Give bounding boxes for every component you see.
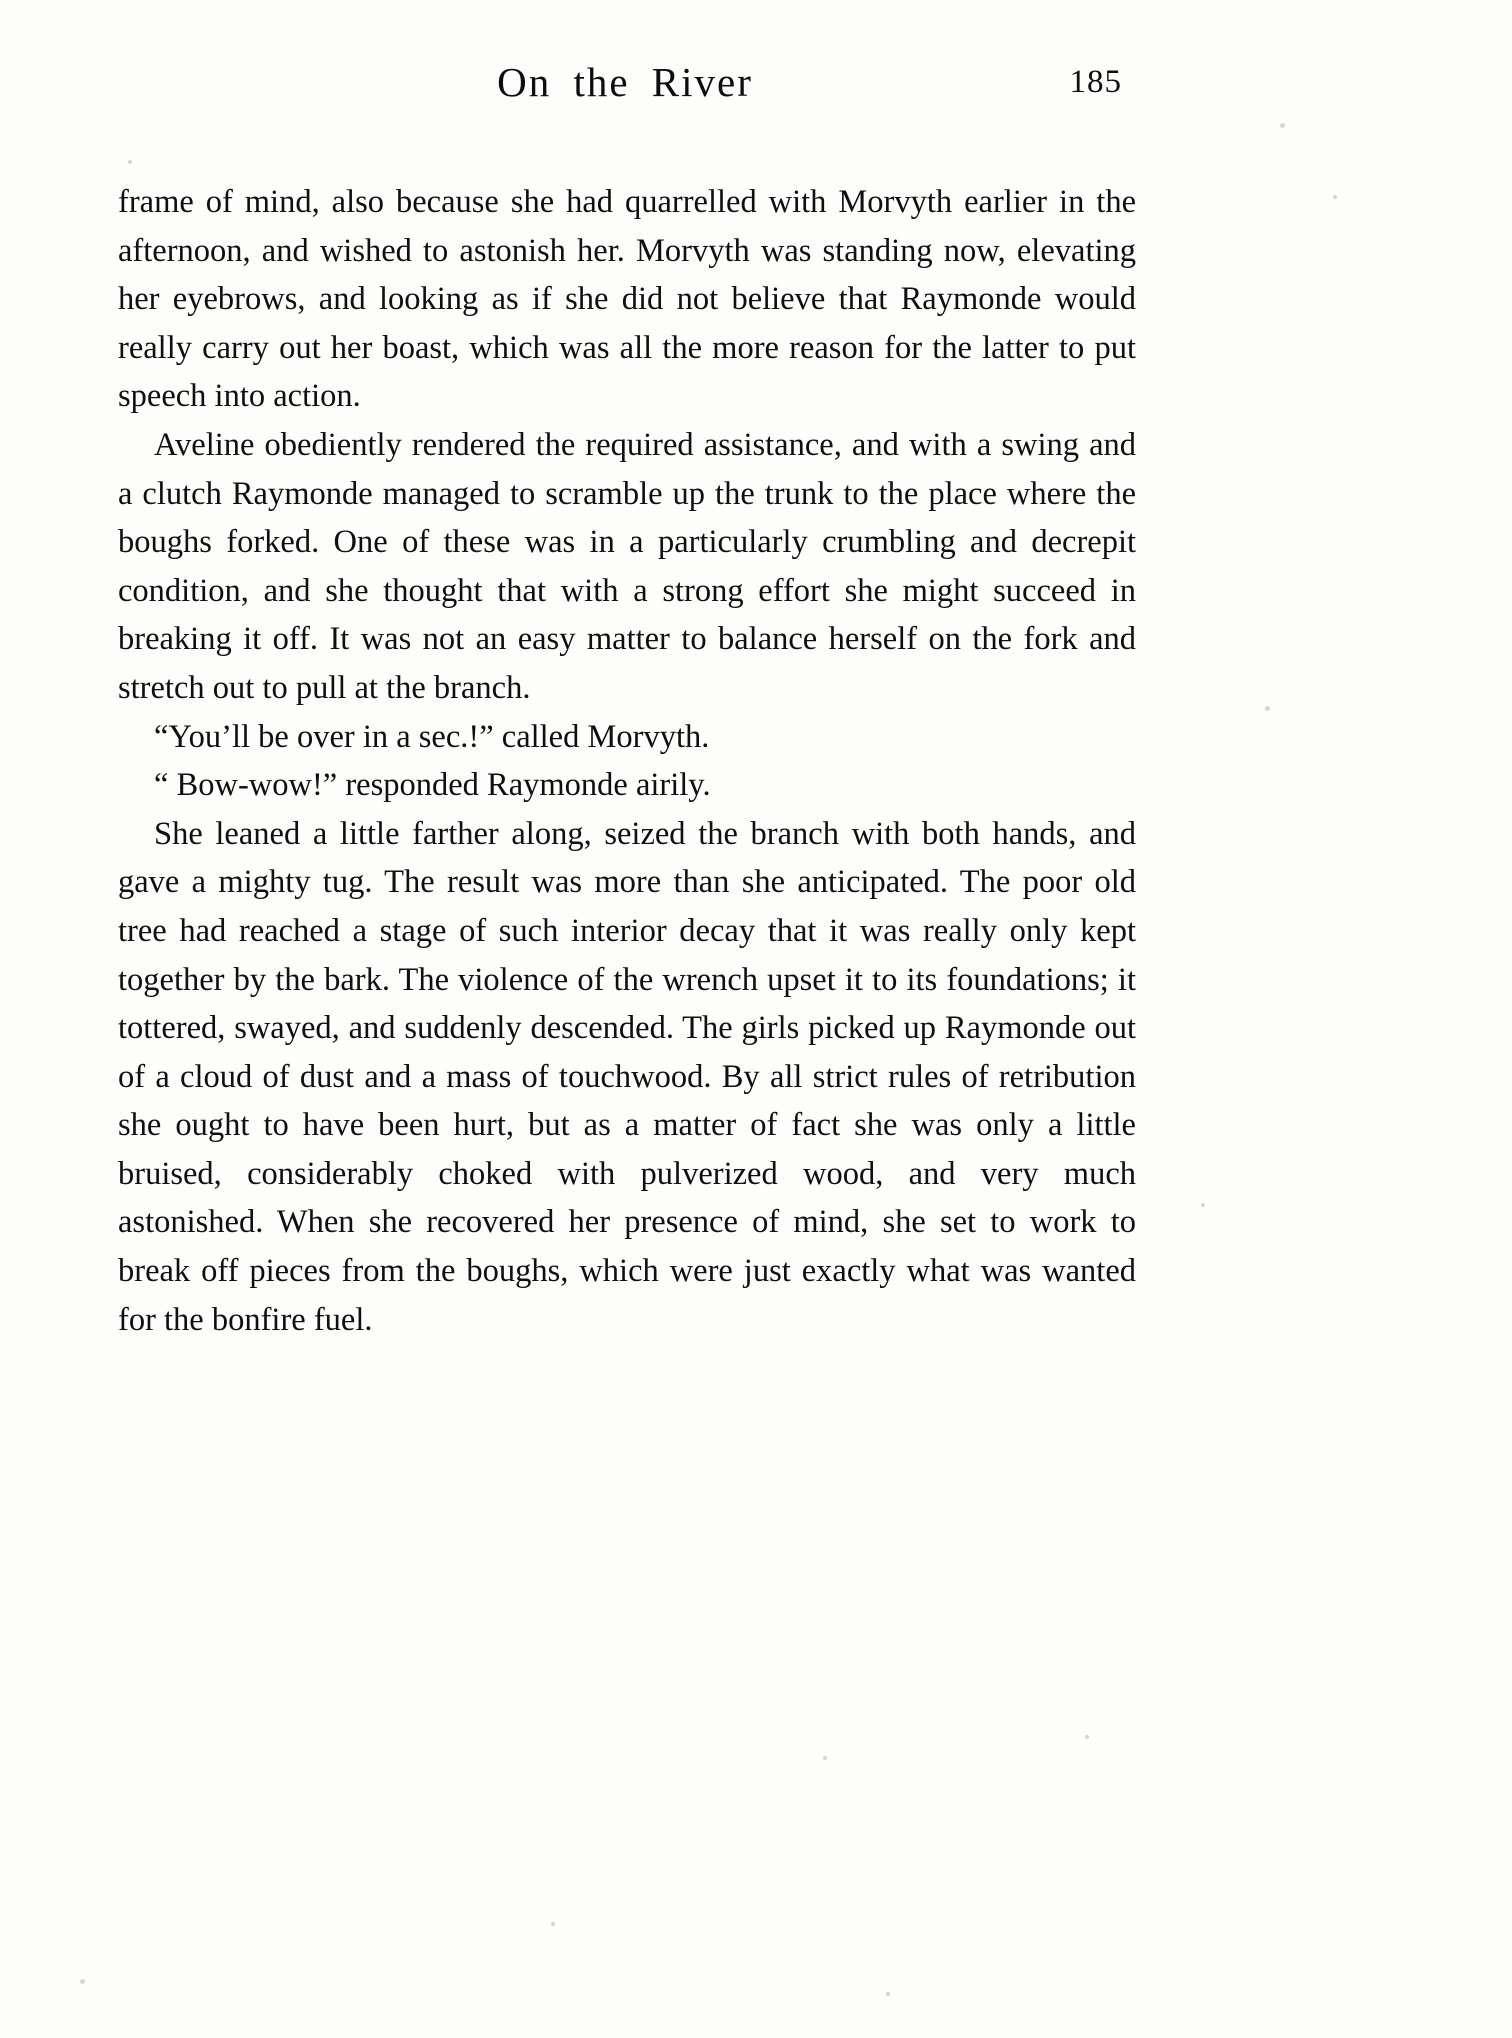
running-title: On the River	[497, 59, 753, 105]
paper-speck	[1280, 123, 1285, 128]
paragraph: She leaned a little farther along, seized the branch with both hands, and gave a mighty tug. The result was more than she anticipated. The poor old tree had reached a stage of such interior decay that it was really only kept together by the bark. The violence of the wrench upset it to its foundations; it tottered, swayed, and suddenly descended. The girls picked up Raymonde out of a cloud of dust and a mass of touchwood. By all strict rules of retribution she ought to have been hurt, but as a matter of fact she was only a little bruised, considerably choked with pulverized wood, and very much astonished. When she recovered her presence of mind, she set to work to break off pieces from the boughs, which were just exactly what was wanted for the bonfire fuel.	[118, 815, 1136, 1338]
paragraph: “ Bow-wow!” responded Raymonde airily.	[154, 767, 711, 804]
paper-speck	[886, 1992, 890, 1996]
paper-speck	[1085, 1735, 1089, 1739]
paper-speck	[1201, 1203, 1205, 1207]
paper-speck	[823, 1756, 827, 1760]
body-text	[118, 178, 1136, 1344]
paragraph: frame of mind, also because she had quarrelled with Morvyth earlier in the afternoon, and wished to astonish her. Morvyth was standing now, elevating her eyebrows, and looking as if she did not believe that Raymonde would really carry out her boast, which was all the more reason for the latter to put speech into action.	[118, 184, 1136, 415]
paper-speck	[1333, 195, 1337, 199]
paper-speck	[551, 1922, 555, 1926]
paper-speck	[1265, 706, 1270, 711]
paper-speck	[128, 160, 132, 164]
page-header	[110, 58, 1140, 118]
paper-speck	[80, 1979, 85, 1984]
page-number: 185	[1069, 64, 1122, 100]
paragraph: “You’ll be over in a sec.!” called Morvyth.	[154, 718, 710, 755]
paragraph: Aveline obediently rendered the required assistance, and with a swing and a clutch Raymonde managed to scramble up the trunk to the place where the boughs forked. One of these was in a particularly crumbling and decrepit condition, and she thought that with a strong effort she might succeed in breaking it off. It was not an easy matter to balance herself on the fork and stretch out to pull at the branch.	[118, 426, 1136, 706]
